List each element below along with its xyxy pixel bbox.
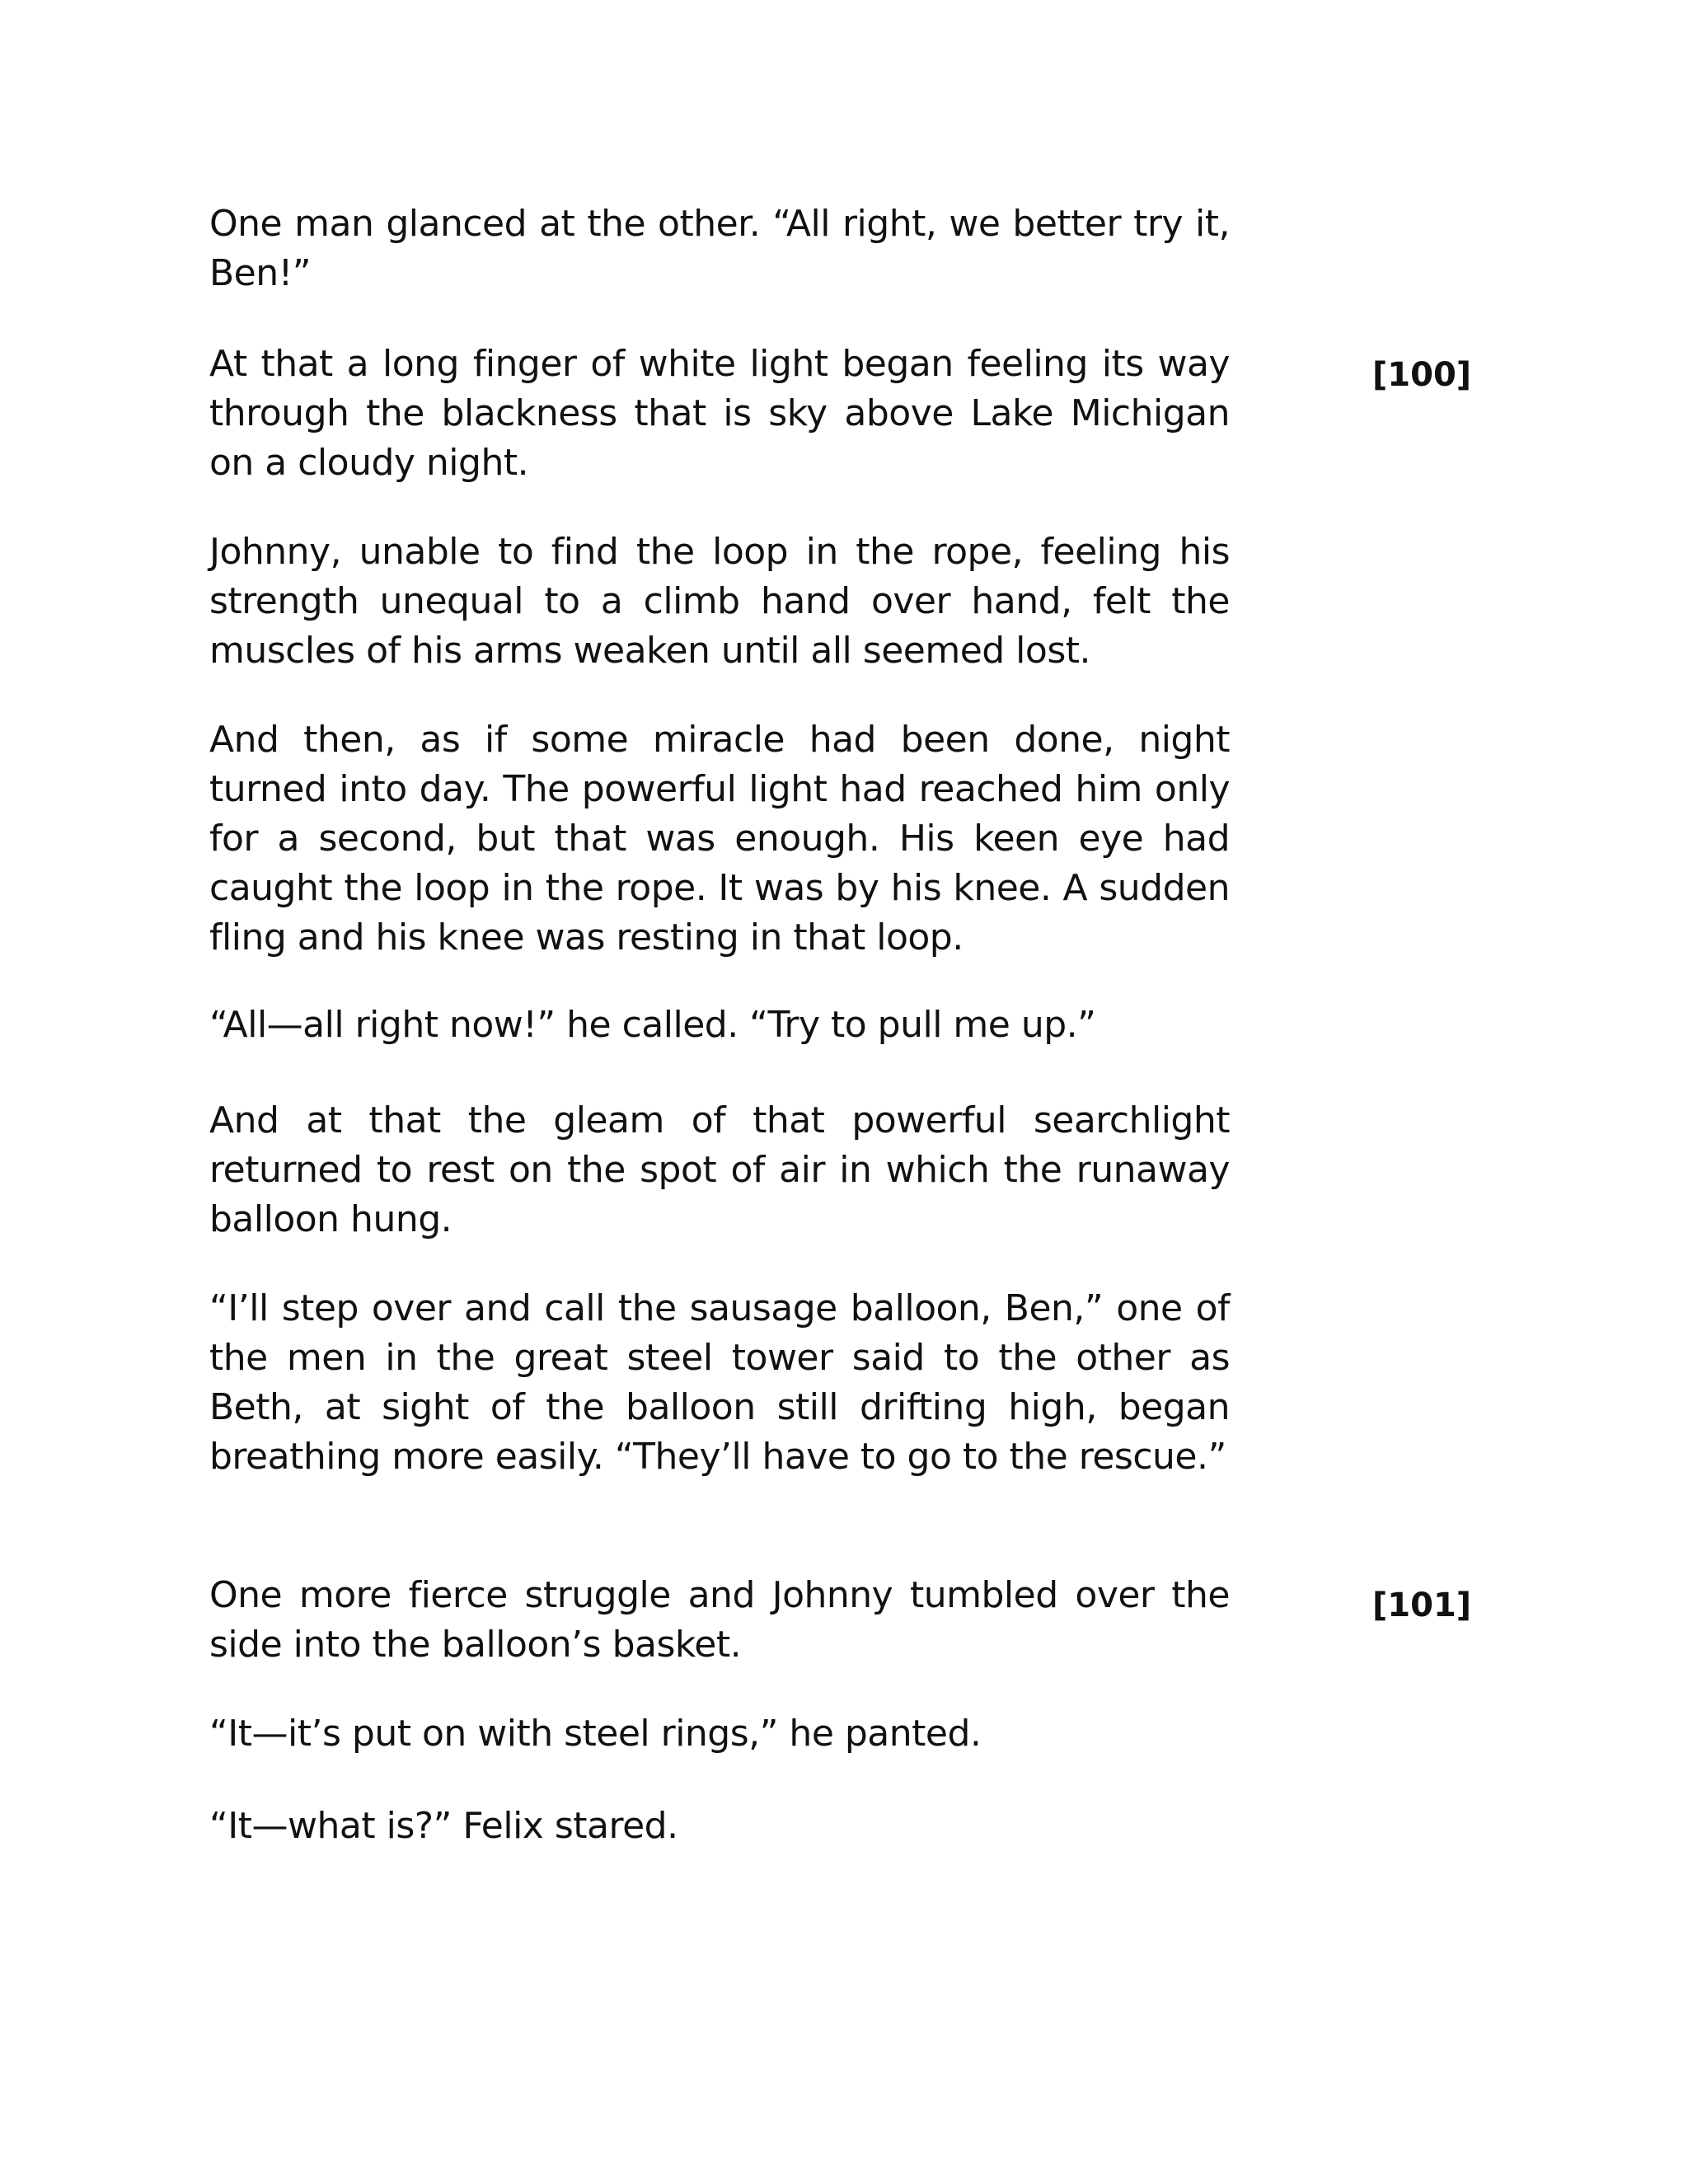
paragraph-3: Johnny, unable to find the loop in the rope, feeling his strength unequal to a climb hand over hand, felt the muscles of his arms weaken until all seemed lost. — [209, 531, 1230, 672]
paragraph-10: “It—what is?” Felix stared. — [209, 1805, 678, 1847]
paragraph-1: One man glanced at the other. “All right, we better try it, Ben!” — [209, 203, 1230, 294]
paragraph-8: One more fierce struggle and Johnny tumbled over the side into the balloon’s basket. — [209, 1574, 1230, 1666]
page-marker-100: [100] — [1372, 356, 1472, 394]
paragraph-9: “It—it’s put on with steel rings,” he panted. — [209, 1713, 982, 1755]
paragraph-6: And at that the gleam of that powerful searchlight returned to rest on the spot of air in which the runaway balloon hung. — [209, 1099, 1230, 1240]
paragraph-7: “I’ll step over and call the sausage balloon, Ben,” one of the men in the great steel tower said to the other as Beth, at sight of the balloon still drifting high, began breathing more easily. “They’ll have to go to the rescue.” — [209, 1287, 1230, 1478]
paragraph-5: “All—all right now!” he called. “Try to pull me up.” — [209, 1004, 1096, 1046]
page-marker-101: [101] — [1372, 1586, 1472, 1624]
paragraph-4: And then, as if some miracle had been done, night turned into day. The powerful light had reached him only for a second, but that was enough. His keen eye had caught the loop in the rope. It was by his knee. A sudden fling and his knee was resting in that loop. — [209, 719, 1230, 958]
paragraph-2: At that a long finger of white light began feeling its way through the blackness that is sky above Lake Michigan on a cloudy night. — [209, 343, 1230, 484]
